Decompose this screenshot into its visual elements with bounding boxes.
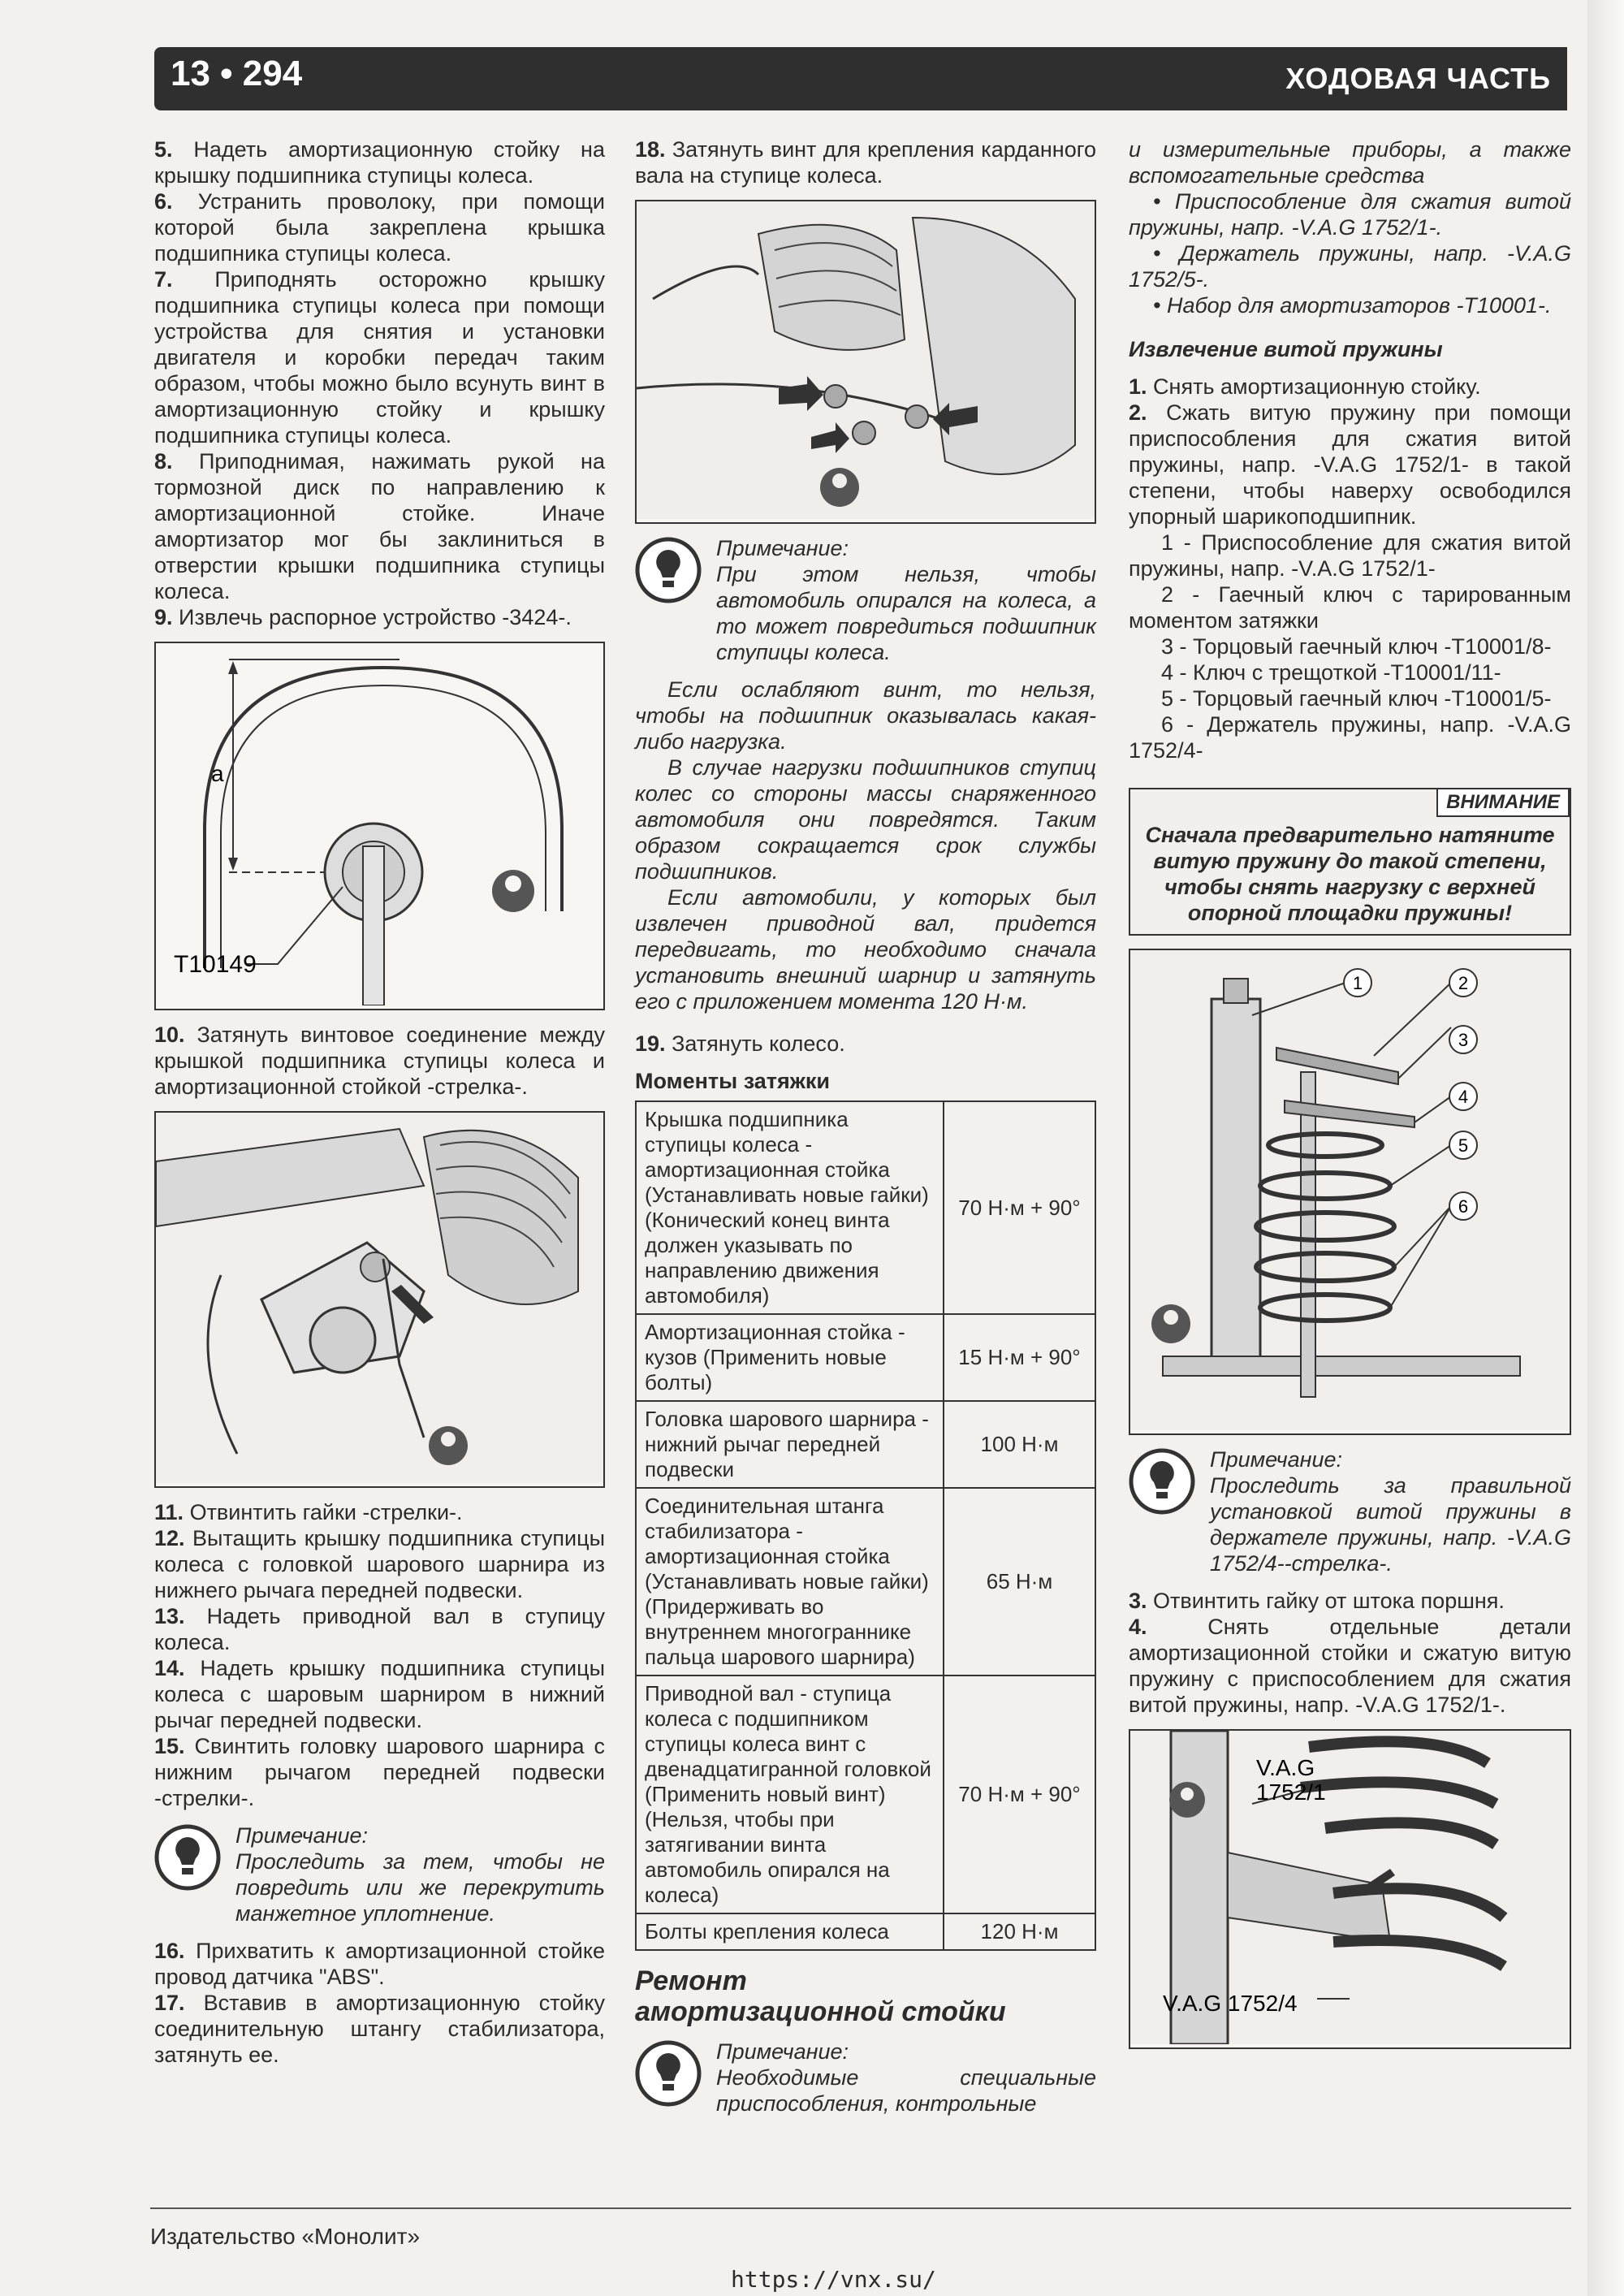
note-text: Необходимые специальные приспособления, контрольные <box>716 2065 1096 2116</box>
hub-nuts-illustration <box>156 1113 603 1483</box>
fig-callout-1: 1 <box>1352 973 1363 993</box>
column-2 <box>635 136 1096 2128</box>
step-16: 16. Прихватить к амортизационной стойке провод датчика "ABS". <box>154 1939 605 1989</box>
table-row: Соединительная штанга стабилизатора - амортизационная стойка (Устанавливать новые гайки) (Придерживать во внутреннем многограннике пальца шарового шарнира) 65 Н·м <box>636 1488 1095 1676</box>
warning-tag: ВНИМАНИЕ <box>1436 788 1570 817</box>
step-17: 17. Вставив в амортизационную стойку соединительную штангу стабилизатора, затянуть ее. <box>154 1991 605 2067</box>
note-boot <box>154 1823 605 1926</box>
fig-callout-5: 5 <box>1458 1135 1469 1156</box>
spring-compressor-illustration <box>1130 950 1570 1430</box>
step-3: 3. Отвинтить гайку от штока поршня. <box>1129 1589 1505 1613</box>
step-13: 13. Надеть приводной вал в ступицу колеса. <box>154 1604 605 1654</box>
step-4: 4. Снять отдельные детали амортизационной стойки и сжатую витую пружину с приспособлением для сжатия витой пружины, напр. -V.A.G 1752/1-. <box>1129 1615 1571 1717</box>
step-14: 14. Надеть крышку подшипника ступицы колеса с шаровым шарниром в нижний рычаг передней подвески. <box>154 1656 605 1732</box>
chapter-title: ХОДОВАЯ ЧАСТЬ <box>1285 62 1551 95</box>
fig-label-vag-top-2: 1752/1 <box>1256 1779 1326 1805</box>
step-12: 12. Вытащить крышку подшипника ступицы колеса с головкой шарового шарнира из нижнего рычага передней подвески. <box>154 1526 605 1602</box>
spring-holder-illustration <box>1130 1731 1570 2044</box>
note-tools <box>635 2039 1096 2117</box>
step-15: 15. Свинтить головку шарового шарнира с нижним рычагом передней подвески -стрелки-. <box>154 1734 605 1810</box>
table-row: Головка шарового шарнира - нижний рычаг передней подвески 100 Н·м <box>636 1401 1095 1488</box>
step-8: 8. Приподнимая, нажимать рукой на тормозной диск по направлению к амортизационной стойке. Иначе амортизатор мог бы заклиниться в отверстии крышки подшипника ступицы колеса. <box>154 449 605 603</box>
tools-intro: и измерительные приборы, а также вспомогательные средства <box>1129 137 1571 188</box>
figure-spring-compressor <box>1129 949 1571 1435</box>
step-10: 10. Затянуть винтовое соединение между крышкой подшипника ступицы колеса и амортизационной стойкой -стрелка-. <box>154 1023 605 1099</box>
fig-callout-3: 3 <box>1458 1030 1469 1050</box>
note-para-1: При этом нельзя, чтобы автомобиль опирался на колеса, а то может повредиться подшипник ступицы колеса. <box>716 562 1096 664</box>
legend-4: 4 - Ключ с трещоткой -T10001/11- <box>1161 660 1501 685</box>
step-11: 11. Отвинтить гайки -стрелки-. <box>154 1500 463 1524</box>
note-text: Проследить за правильной установкой витой пружины в держателе пружины, напр. -V.A.G 1752/4--стрелка-. <box>1210 1473 1571 1576</box>
table-row: Амортизационная стойка - кузов (Применить новые болты) 15 Н·м + 90° <box>636 1314 1095 1401</box>
note-para-4: Если автомобили, у которых был извлечен приводной вал, придется передвигать, то необходимо сначала установить внешний шарнир и затянуть его с приложением момента 120 Н·м. <box>635 885 1096 1014</box>
step-7: 7. Приподнять осторожно крышку подшипника ступицы колеса при помощи устройства для снятия и установки двигателя и коробки передач таким образом, чтобы можно было всунуть винт в амортизационную стойку и крышку подшипника ступицы колеса. <box>154 267 605 448</box>
page-edge <box>1587 0 1624 2296</box>
lightbulb-icon <box>1129 1448 1195 1515</box>
torque-title: Моменты затяжки <box>635 1069 831 1093</box>
section-title: Ремонт амортизационной стойки <box>635 1965 1006 2027</box>
table-row: Приводной вал - ступица колеса с подшипником ступицы колеса винт с двенадцатигранной головкой (Применить новый винт) (Нельзя, чтобы при затягивании винта автомобиль опирался на колеса) 70 Н·м + 90° <box>636 1676 1095 1913</box>
fig-label-vag-top-1: V.A.G <box>1256 1755 1315 1780</box>
tool-label-t10149: T10149 <box>174 951 257 978</box>
figure-wheel-arch <box>154 642 605 1010</box>
figure-driveshaft-bolts <box>635 200 1096 524</box>
legend-6: 6 - Держатель пружины, напр. -V.A.G 1752/4- <box>1129 712 1571 763</box>
note-spring-holder <box>1129 1446 1571 1576</box>
torque-table <box>635 1100 1096 1951</box>
step-6: 6. Устранить проволоку, при помощи которой была закреплена крышка подшипника ступицы колеса. <box>154 189 605 266</box>
lightbulb-icon <box>635 537 702 603</box>
note-heading: Примечание: <box>235 1823 368 1848</box>
dimension-a-label: a <box>211 761 224 786</box>
fig-callout-2: 2 <box>1458 973 1469 993</box>
legend-2: 2 - Гаечный ключ с тарированным моментом затяжки <box>1129 582 1571 633</box>
source-url[interactable]: https://vnx.su/ <box>731 2266 936 2293</box>
note-heading: Примечание: <box>716 2039 849 2064</box>
note-bearing-cont <box>635 677 1096 1014</box>
steps-11-15 <box>154 1499 605 1811</box>
figure-spring-holder <box>1129 1729 1571 2049</box>
step-1: 1. Снять амортизационную стойку. <box>1129 374 1481 399</box>
legend-1: 1 - Приспособление для сжатия витой пружины, напр. -V.A.G 1752/1- <box>1129 530 1571 581</box>
note-bearing <box>635 535 1096 665</box>
publisher: Издательство «Монолит» <box>150 2224 421 2249</box>
step-18: 18. Затянуть винт для крепления карданного вала на ступице колеса. <box>635 137 1096 188</box>
step-5: 5. Надеть амортизационную стойку на крышку подшипника ступицы колеса. <box>154 137 605 188</box>
note-heading: Примечание: <box>1210 1447 1342 1472</box>
legend-3: 3 - Торцовый гаечный ключ -T10001/8- <box>1161 634 1552 659</box>
table-row: Крышка подшипника ступицы колеса - амортизационная стойка (Устанавливать новые гайки) (Конический конец винта должен указывать по направлению движения автомобиля) 70 Н·м + 90° <box>636 1101 1095 1314</box>
table-row: Болты крепления колеса 120 Н·м <box>636 1913 1095 1950</box>
note-heading: Примечание: <box>716 536 849 560</box>
column-1 <box>154 136 605 2068</box>
steps-16-17 <box>154 1938 605 2068</box>
lightbulb-icon <box>635 2040 702 2107</box>
legend-5: 5 - Торцовый гаечный ключ -T10001/5- <box>1161 686 1552 711</box>
page-header <box>154 47 1567 110</box>
note-para-3: В случае нагрузки подшипников ступиц колес со стороны массы снаряженного автомобиля они повредятся. Таким образом сокращается срок службы подшипников. <box>635 755 1096 884</box>
step-9: 9. Извлечь распорное устройство -3424-. <box>154 605 572 629</box>
lightbulb-icon <box>154 1824 221 1891</box>
column-3 <box>1129 136 1571 2060</box>
subhead-spring-removal: Извлечение витой пружины <box>1129 337 1443 361</box>
footer-rule <box>150 2207 1571 2209</box>
page-number: 13 • 294 <box>171 54 303 93</box>
warning-box <box>1129 788 1571 936</box>
note-para-2: Если ослабляют винт, то нельзя, чтобы на подшипник оказывалась какая-либо нагрузка. <box>635 677 1096 754</box>
fig-callout-4: 4 <box>1458 1087 1469 1107</box>
figure-hub-nuts <box>154 1111 605 1488</box>
fig-label-vag-bottom: V.A.G 1752/4 <box>1163 1991 1298 2016</box>
tool-item: • Набор для амортизаторов -T10001-. <box>1153 293 1552 318</box>
driveshaft-illustration <box>637 201 1095 519</box>
note-text: Проследить за тем, чтобы не повредить или же перекрутить манжетное уплотнение. <box>235 1849 605 1926</box>
tool-item: • Приспособление для сжатия витой пружины, напр. -V.A.G 1752/1-. <box>1129 189 1571 240</box>
tool-item: • Держатель пружины, напр. -V.A.G 1752/5-. <box>1129 241 1571 292</box>
warning-text: Сначала предварительно натяните витую пружину до такой степени, чтобы снять нагрузку с верхней опорной площадки пружины! <box>1145 823 1555 925</box>
step-19: 19. Затянуть колесо. <box>635 1031 845 1056</box>
steps-5-9 <box>154 136 605 630</box>
step-2: 2. Сжать витую пружину при помощи приспособления для сжатия витой пружины, напр. -V.A.G 1752/1- в такой степени, чтобы наверху освободился упорный шарикоподшипник. <box>1129 400 1571 529</box>
fig-callout-6: 6 <box>1458 1196 1469 1217</box>
wheel-arch-illustration <box>156 643 603 1005</box>
